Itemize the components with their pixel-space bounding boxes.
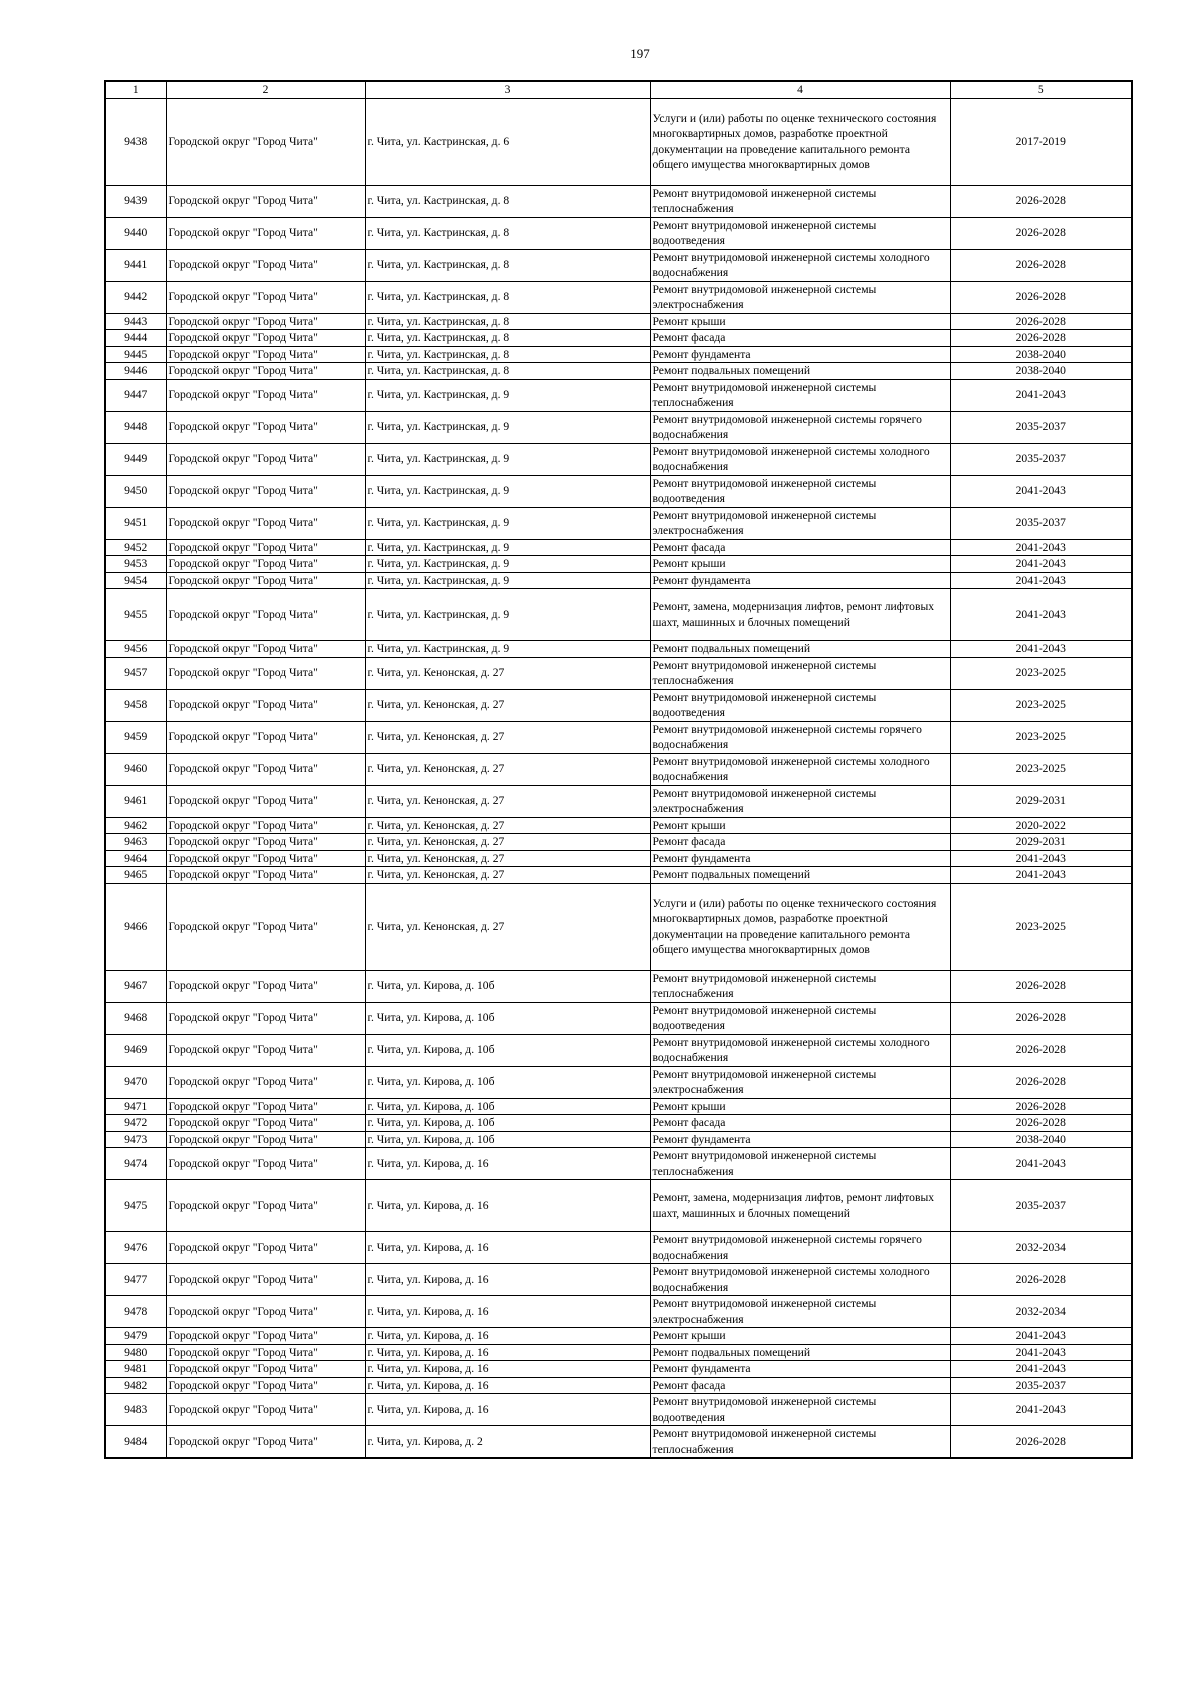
municipality-cell: Городской округ "Город Чита" [166, 753, 365, 785]
municipality-cell: Городской округ "Город Чита" [166, 1131, 365, 1148]
period-cell: 2023-2025 [950, 657, 1132, 689]
period-cell: 2041-2043 [950, 1148, 1132, 1180]
address-cell: г. Чита, ул. Кастринская, д. 9 [365, 539, 650, 556]
table-row [105, 753, 1132, 785]
work-type-cell: Ремонт внутридомовой инженерной системы электроснабжения [650, 507, 950, 539]
municipality-cell: Городской округ "Город Чита" [166, 572, 365, 589]
address-cell: г. Чита, ул. Кастринская, д. 9 [365, 507, 650, 539]
work-type-cell: Ремонт внутридомовой инженерной системы холодного водоснабжения [650, 1034, 950, 1066]
row-number: 9446 [105, 363, 166, 380]
work-type-cell: Ремонт внутридомовой инженерной системы водоотведения [650, 1002, 950, 1034]
municipality-cell: Городской округ "Город Чита" [166, 249, 365, 281]
period-cell: 2038-2040 [950, 363, 1132, 380]
municipality-cell: Городской округ "Город Чита" [166, 507, 365, 539]
municipality-cell: Городской округ "Город Чита" [166, 834, 365, 851]
work-type-cell: Ремонт крыши [650, 556, 950, 573]
work-type-cell: Услуги и (или) работы по оценке технического состояния многоквартирных домов, разработке проектной документации на проведение капитального ремонта общего имущества многоквартирных домов [650, 883, 950, 970]
row-number: 9465 [105, 867, 166, 884]
municipality-cell: Городской округ "Город Чита" [166, 785, 365, 817]
address-cell: г. Чита, ул. Кастринская, д. 8 [365, 185, 650, 217]
row-number: 9447 [105, 379, 166, 411]
table-row [105, 313, 1132, 330]
table-row [105, 379, 1132, 411]
period-cell: 2041-2043 [950, 556, 1132, 573]
municipality-cell: Городской округ "Город Чита" [166, 1066, 365, 1098]
work-type-cell: Ремонт подвальных помещений [650, 867, 950, 884]
municipality-cell: Городской округ "Город Чита" [166, 1296, 365, 1328]
table-row [105, 1361, 1132, 1378]
row-number: 9452 [105, 539, 166, 556]
table-row [105, 1002, 1132, 1034]
municipality-cell: Городской округ "Город Чита" [166, 1377, 365, 1394]
address-cell: г. Чита, ул. Кастринская, д. 9 [365, 475, 650, 507]
period-cell: 2035-2037 [950, 507, 1132, 539]
table-row [105, 641, 1132, 658]
municipality-cell: Городской округ "Город Чита" [166, 346, 365, 363]
address-cell: г. Чита, ул. Кастринская, д. 9 [365, 641, 650, 658]
table-row [105, 1232, 1132, 1264]
table-header-row [105, 81, 1132, 98]
period-cell: 2026-2028 [950, 1066, 1132, 1098]
municipality-cell: Городской округ "Город Чита" [166, 98, 365, 185]
repair-schedule-table [104, 80, 1133, 1459]
work-type-cell: Ремонт крыши [650, 1328, 950, 1345]
work-type-cell: Ремонт внутридомовой инженерной системы холодного водоснабжения [650, 753, 950, 785]
period-cell: 2026-2028 [950, 1264, 1132, 1296]
address-cell: г. Чита, ул. Кирова, д. 16 [365, 1377, 650, 1394]
work-type-cell: Ремонт внутридомовой инженерной системы теплоснабжения [650, 1426, 950, 1459]
period-cell: 2026-2028 [950, 330, 1132, 347]
address-cell: г. Чита, ул. Кенонская, д. 27 [365, 721, 650, 753]
municipality-cell: Городской округ "Город Чита" [166, 313, 365, 330]
table-row [105, 689, 1132, 721]
address-cell: г. Чита, ул. Кирова, д. 2 [365, 1426, 650, 1459]
row-number: 9478 [105, 1296, 166, 1328]
table-row [105, 850, 1132, 867]
period-cell: 2029-2031 [950, 785, 1132, 817]
period-cell: 2023-2025 [950, 753, 1132, 785]
table-row [105, 1377, 1132, 1394]
work-type-cell: Ремонт фасада [650, 1377, 950, 1394]
work-type-cell: Ремонт фундамента [650, 1131, 950, 1148]
period-cell: 2041-2043 [950, 850, 1132, 867]
row-number: 9438 [105, 98, 166, 185]
period-cell: 2032-2034 [950, 1232, 1132, 1264]
table-row [105, 589, 1132, 641]
table-row [105, 1034, 1132, 1066]
row-number: 9474 [105, 1148, 166, 1180]
address-cell: г. Чита, ул. Кастринская, д. 9 [365, 443, 650, 475]
period-cell: 2026-2028 [950, 1098, 1132, 1115]
address-cell: г. Чита, ул. Кирова, д. 16 [365, 1264, 650, 1296]
municipality-cell: Городской округ "Город Чита" [166, 641, 365, 658]
address-cell: г. Чита, ул. Кенонская, д. 27 [365, 867, 650, 884]
period-cell: 2026-2028 [950, 313, 1132, 330]
municipality-cell: Городской округ "Город Чита" [166, 1264, 365, 1296]
work-type-cell: Ремонт внутридомовой инженерной системы теплоснабжения [650, 1148, 950, 1180]
period-cell: 2017-2019 [950, 98, 1132, 185]
address-cell: г. Чита, ул. Кирова, д. 10б [365, 970, 650, 1002]
work-type-cell: Ремонт, замена, модернизация лифтов, ремонт лифтовых шахт, машинных и блочных помещений [650, 589, 950, 641]
address-cell: г. Чита, ул. Кастринская, д. 9 [365, 572, 650, 589]
period-cell: 2038-2040 [950, 346, 1132, 363]
address-cell: г. Чита, ул. Кастринская, д. 9 [365, 556, 650, 573]
address-cell: г. Чита, ул. Кирова, д. 16 [365, 1296, 650, 1328]
period-cell: 2026-2028 [950, 970, 1132, 1002]
row-number: 9460 [105, 753, 166, 785]
row-number: 9473 [105, 1131, 166, 1148]
period-cell: 2020-2022 [950, 817, 1132, 834]
work-type-cell: Ремонт, замена, модернизация лифтов, ремонт лифтовых шахт, машинных и блочных помещений [650, 1180, 950, 1232]
municipality-cell: Городской округ "Город Чита" [166, 281, 365, 313]
table-row [105, 507, 1132, 539]
row-number: 9479 [105, 1328, 166, 1345]
table-row [105, 1394, 1132, 1426]
address-cell: г. Чита, ул. Кастринская, д. 6 [365, 98, 650, 185]
table-row [105, 1296, 1132, 1328]
row-number: 9484 [105, 1426, 166, 1459]
table-row [105, 721, 1132, 753]
work-type-cell: Ремонт фундамента [650, 1361, 950, 1378]
table-row [105, 1264, 1132, 1296]
municipality-cell: Городской округ "Город Чита" [166, 1115, 365, 1132]
work-type-cell: Ремонт внутридомовой инженерной системы водоотведения [650, 217, 950, 249]
municipality-cell: Городской округ "Город Чита" [166, 689, 365, 721]
period-cell: 2041-2043 [950, 379, 1132, 411]
work-type-cell: Ремонт крыши [650, 1098, 950, 1115]
period-cell: 2026-2028 [950, 1426, 1132, 1459]
address-cell: г. Чита, ул. Кенонская, д. 27 [365, 785, 650, 817]
table-row [105, 1131, 1132, 1148]
table-row [105, 411, 1132, 443]
row-number: 9475 [105, 1180, 166, 1232]
address-cell: г. Чита, ул. Кирова, д. 16 [365, 1394, 650, 1426]
work-type-cell: Ремонт внутридомовой инженерной системы холодного водоснабжения [650, 249, 950, 281]
address-cell: г. Чита, ул. Кастринская, д. 8 [365, 313, 650, 330]
address-cell: г. Чита, ул. Кенонская, д. 27 [365, 817, 650, 834]
municipality-cell: Городской округ "Город Чита" [166, 556, 365, 573]
row-number: 9481 [105, 1361, 166, 1378]
municipality-cell: Городской округ "Город Чита" [166, 1328, 365, 1345]
address-cell: г. Чита, ул. Кенонская, д. 27 [365, 850, 650, 867]
work-type-cell: Ремонт подвальных помещений [650, 1344, 950, 1361]
address-cell: г. Чита, ул. Кирова, д. 16 [365, 1232, 650, 1264]
address-cell: г. Чита, ул. Кирова, д. 16 [365, 1148, 650, 1180]
work-type-cell: Ремонт фасада [650, 330, 950, 347]
period-cell: 2041-2043 [950, 539, 1132, 556]
work-type-cell: Ремонт фундамента [650, 572, 950, 589]
row-number: 9482 [105, 1377, 166, 1394]
row-number: 9442 [105, 281, 166, 313]
row-number: 9480 [105, 1344, 166, 1361]
work-type-cell: Ремонт крыши [650, 817, 950, 834]
work-type-cell: Услуги и (или) работы по оценке технического состояния многоквартирных домов, разработке проектной документации на проведение капитального ремонта общего имущества многоквартирных домов [650, 98, 950, 185]
municipality-cell: Городской округ "Город Чита" [166, 379, 365, 411]
municipality-cell: Городской округ "Город Чита" [166, 970, 365, 1002]
municipality-cell: Городской округ "Город Чита" [166, 883, 365, 970]
table-row [105, 249, 1132, 281]
row-number: 9470 [105, 1066, 166, 1098]
period-cell: 2041-2043 [950, 589, 1132, 641]
row-number: 9456 [105, 641, 166, 658]
row-number: 9462 [105, 817, 166, 834]
work-type-cell: Ремонт крыши [650, 313, 950, 330]
period-cell: 2026-2028 [950, 1034, 1132, 1066]
table-row [105, 330, 1132, 347]
period-cell: 2035-2037 [950, 411, 1132, 443]
table-row [105, 817, 1132, 834]
address-cell: г. Чита, ул. Кирова, д. 10б [365, 1131, 650, 1148]
table-row [105, 1148, 1132, 1180]
table-row [105, 1426, 1132, 1459]
row-number: 9461 [105, 785, 166, 817]
column-header: 5 [950, 81, 1132, 98]
row-number: 9459 [105, 721, 166, 753]
address-cell: г. Чита, ул. Кастринская, д. 9 [365, 379, 650, 411]
work-type-cell: Ремонт внутридомовой инженерной системы водоотведения [650, 1394, 950, 1426]
row-number: 9439 [105, 185, 166, 217]
municipality-cell: Городской округ "Город Чита" [166, 475, 365, 507]
work-type-cell: Ремонт подвальных помещений [650, 641, 950, 658]
period-cell: 2041-2043 [950, 1394, 1132, 1426]
row-number: 9472 [105, 1115, 166, 1132]
municipality-cell: Городской округ "Город Чита" [166, 1148, 365, 1180]
period-cell: 2026-2028 [950, 249, 1132, 281]
table-row [105, 883, 1132, 970]
work-type-cell: Ремонт внутридомовой инженерной системы водоотведения [650, 689, 950, 721]
period-cell: 2035-2037 [950, 443, 1132, 475]
row-number: 9443 [105, 313, 166, 330]
work-type-cell: Ремонт внутридомовой инженерной системы теплоснабжения [650, 379, 950, 411]
address-cell: г. Чита, ул. Кастринская, д. 8 [365, 363, 650, 380]
municipality-cell: Городской округ "Город Чита" [166, 657, 365, 689]
municipality-cell: Городской округ "Город Чита" [166, 363, 365, 380]
municipality-cell: Городской округ "Город Чита" [166, 443, 365, 475]
row-number: 9440 [105, 217, 166, 249]
municipality-cell: Городской округ "Город Чита" [166, 539, 365, 556]
period-cell: 2041-2043 [950, 867, 1132, 884]
row-number: 9455 [105, 589, 166, 641]
row-number: 9450 [105, 475, 166, 507]
period-cell: 2026-2028 [950, 1002, 1132, 1034]
row-number: 9445 [105, 346, 166, 363]
period-cell: 2038-2040 [950, 1131, 1132, 1148]
work-type-cell: Ремонт внутридомовой инженерной системы электроснабжения [650, 785, 950, 817]
address-cell: г. Чита, ул. Кастринская, д. 8 [365, 346, 650, 363]
work-type-cell: Ремонт внутридомовой инженерной системы электроснабжения [650, 1296, 950, 1328]
table-row [105, 1115, 1132, 1132]
row-number: 9458 [105, 689, 166, 721]
municipality-cell: Городской округ "Город Чита" [166, 1034, 365, 1066]
column-header: 3 [365, 81, 650, 98]
period-cell: 2023-2025 [950, 721, 1132, 753]
address-cell: г. Чита, ул. Кастринская, д. 8 [365, 249, 650, 281]
table-row [105, 346, 1132, 363]
table-row [105, 1180, 1132, 1232]
work-type-cell: Ремонт внутридомовой инженерной системы электроснабжения [650, 1066, 950, 1098]
table-row [105, 475, 1132, 507]
table-row [105, 217, 1132, 249]
municipality-cell: Городской округ "Город Чита" [166, 1002, 365, 1034]
period-cell: 2041-2043 [950, 1361, 1132, 1378]
municipality-cell: Городской округ "Город Чита" [166, 1098, 365, 1115]
work-type-cell: Ремонт фасада [650, 1115, 950, 1132]
period-cell: 2041-2043 [950, 475, 1132, 507]
municipality-cell: Городской округ "Город Чита" [166, 721, 365, 753]
address-cell: г. Чита, ул. Кенонская, д. 27 [365, 753, 650, 785]
period-cell: 2041-2043 [950, 641, 1132, 658]
row-number: 9477 [105, 1264, 166, 1296]
period-cell: 2041-2043 [950, 572, 1132, 589]
municipality-cell: Городской округ "Город Чита" [166, 589, 365, 641]
period-cell: 2023-2025 [950, 883, 1132, 970]
period-cell: 2026-2028 [950, 217, 1132, 249]
row-number: 9464 [105, 850, 166, 867]
work-type-cell: Ремонт внутридомовой инженерной системы водоотведения [650, 475, 950, 507]
work-type-cell: Ремонт фасада [650, 834, 950, 851]
municipality-cell: Городской округ "Город Чита" [166, 1394, 365, 1426]
table-row [105, 556, 1132, 573]
address-cell: г. Чита, ул. Кирова, д. 10б [365, 1034, 650, 1066]
period-cell: 2035-2037 [950, 1180, 1132, 1232]
table-row [105, 98, 1132, 185]
row-number: 9483 [105, 1394, 166, 1426]
municipality-cell: Городской округ "Город Чита" [166, 330, 365, 347]
address-cell: г. Чита, ул. Кенонская, д. 27 [365, 657, 650, 689]
municipality-cell: Городской округ "Город Чита" [166, 850, 365, 867]
address-cell: г. Чита, ул. Кирова, д. 10б [365, 1098, 650, 1115]
row-number: 9453 [105, 556, 166, 573]
work-type-cell: Ремонт подвальных помещений [650, 363, 950, 380]
municipality-cell: Городской округ "Город Чита" [166, 411, 365, 443]
work-type-cell: Ремонт внутридомовой инженерной системы горячего водоснабжения [650, 411, 950, 443]
row-number: 9468 [105, 1002, 166, 1034]
period-cell: 2026-2028 [950, 185, 1132, 217]
table-row [105, 363, 1132, 380]
address-cell: г. Чита, ул. Кастринская, д. 8 [365, 330, 650, 347]
period-cell: 2026-2028 [950, 281, 1132, 313]
address-cell: г. Чита, ул. Кирова, д. 10б [365, 1115, 650, 1132]
row-number: 9463 [105, 834, 166, 851]
address-cell: г. Чита, ул. Кастринская, д. 9 [365, 589, 650, 641]
work-type-cell: Ремонт внутридомовой инженерной системы теплоснабжения [650, 185, 950, 217]
table-row [105, 834, 1132, 851]
work-type-cell: Ремонт внутридомовой инженерной системы теплоснабжения [650, 970, 950, 1002]
row-number: 9467 [105, 970, 166, 1002]
row-number: 9471 [105, 1098, 166, 1115]
row-number: 9466 [105, 883, 166, 970]
row-number: 9441 [105, 249, 166, 281]
table-row [105, 185, 1132, 217]
table-row [105, 1344, 1132, 1361]
municipality-cell: Городской округ "Город Чита" [166, 1426, 365, 1459]
row-number: 9454 [105, 572, 166, 589]
work-type-cell: Ремонт внутридомовой инженерной системы горячего водоснабжения [650, 1232, 950, 1264]
row-number: 9444 [105, 330, 166, 347]
address-cell: г. Чита, ул. Кастринская, д. 8 [365, 281, 650, 313]
address-cell: г. Чита, ул. Кирова, д. 16 [365, 1328, 650, 1345]
address-cell: г. Чита, ул. Кастринская, д. 9 [365, 411, 650, 443]
address-cell: г. Чита, ул. Кирова, д. 10б [365, 1066, 650, 1098]
table-row [105, 867, 1132, 884]
row-number: 9476 [105, 1232, 166, 1264]
table-row [105, 1066, 1132, 1098]
work-type-cell: Ремонт фундамента [650, 850, 950, 867]
table-row [105, 539, 1132, 556]
work-type-cell: Ремонт внутридомовой инженерной системы горячего водоснабжения [650, 721, 950, 753]
municipality-cell: Городской округ "Город Чита" [166, 817, 365, 834]
period-cell: 2032-2034 [950, 1296, 1132, 1328]
table-row [105, 970, 1132, 1002]
table-row [105, 281, 1132, 313]
column-header: 1 [105, 81, 166, 98]
address-cell: г. Чита, ул. Кирова, д. 16 [365, 1344, 650, 1361]
municipality-cell: Городской округ "Город Чита" [166, 1180, 365, 1232]
period-cell: 2029-2031 [950, 834, 1132, 851]
municipality-cell: Городской округ "Город Чита" [166, 1344, 365, 1361]
table-row [105, 572, 1132, 589]
table-row [105, 1328, 1132, 1345]
period-cell: 2041-2043 [950, 1328, 1132, 1345]
address-cell: г. Чита, ул. Кенонская, д. 27 [365, 689, 650, 721]
municipality-cell: Городской округ "Город Чита" [166, 185, 365, 217]
row-number: 9449 [105, 443, 166, 475]
address-cell: г. Чита, ул. Кастринская, д. 8 [365, 217, 650, 249]
page-number: 197 [630, 46, 650, 61]
table-row [105, 443, 1132, 475]
work-type-cell: Ремонт внутридомовой инженерной системы электроснабжения [650, 281, 950, 313]
table-row [105, 657, 1132, 689]
table-row [105, 785, 1132, 817]
municipality-cell: Городской округ "Город Чита" [166, 867, 365, 884]
column-header: 4 [650, 81, 950, 98]
row-number: 9469 [105, 1034, 166, 1066]
table-row [105, 1098, 1132, 1115]
address-cell: г. Чита, ул. Кенонская, д. 27 [365, 834, 650, 851]
work-type-cell: Ремонт внутридомовой инженерной системы холодного водоснабжения [650, 1264, 950, 1296]
address-cell: г. Чита, ул. Кирова, д. 10б [365, 1002, 650, 1034]
row-number: 9448 [105, 411, 166, 443]
municipality-cell: Городской округ "Город Чита" [166, 217, 365, 249]
address-cell: г. Чита, ул. Кенонская, д. 27 [365, 883, 650, 970]
work-type-cell: Ремонт внутридомовой инженерной системы теплоснабжения [650, 657, 950, 689]
municipality-cell: Городской округ "Город Чита" [166, 1361, 365, 1378]
column-header: 2 [166, 81, 365, 98]
period-cell: 2035-2037 [950, 1377, 1132, 1394]
work-type-cell: Ремонт фундамента [650, 346, 950, 363]
address-cell: г. Чита, ул. Кирова, д. 16 [365, 1361, 650, 1378]
row-number: 9457 [105, 657, 166, 689]
period-cell: 2023-2025 [950, 689, 1132, 721]
municipality-cell: Городской округ "Город Чита" [166, 1232, 365, 1264]
address-cell: г. Чита, ул. Кирова, д. 16 [365, 1180, 650, 1232]
period-cell: 2041-2043 [950, 1344, 1132, 1361]
row-number: 9451 [105, 507, 166, 539]
work-type-cell: Ремонт фасада [650, 539, 950, 556]
work-type-cell: Ремонт внутридомовой инженерной системы холодного водоснабжения [650, 443, 950, 475]
period-cell: 2026-2028 [950, 1115, 1132, 1132]
